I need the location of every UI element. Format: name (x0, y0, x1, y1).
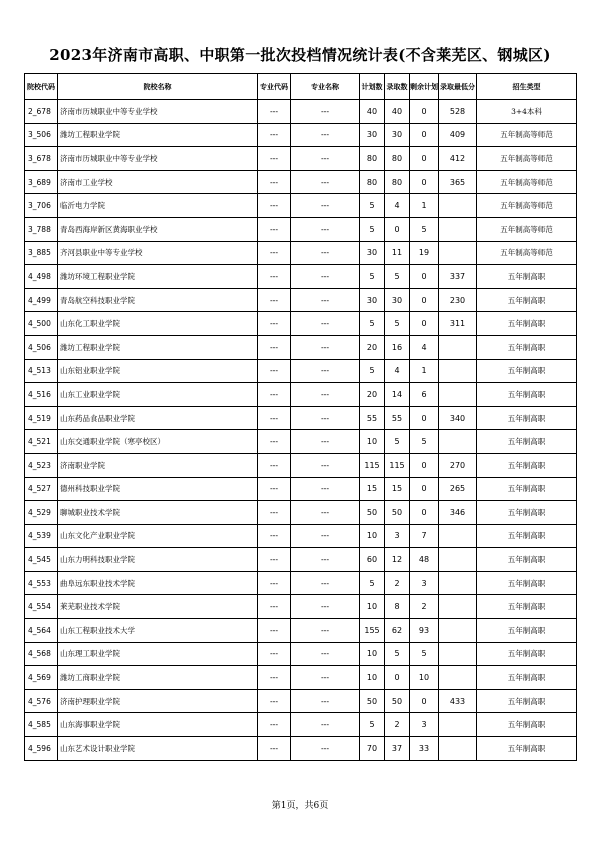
school-code-cell: 4_529 (25, 501, 58, 525)
type-cell: 五年制高职 (477, 430, 577, 454)
major-name-cell: --- (291, 288, 360, 312)
table-header (25, 74, 577, 100)
major-name-cell: --- (291, 453, 360, 477)
school-name-cell: 山东理工职业学院 (58, 642, 258, 666)
plan-cell: 40 (360, 100, 385, 124)
major-code-cell: --- (258, 737, 291, 761)
plan-cell: 80 (360, 170, 385, 194)
table-row (25, 477, 577, 501)
major-name-cell: --- (291, 548, 360, 572)
type-cell: 五年制高职 (477, 666, 577, 690)
school-code-cell: 4_516 (25, 383, 58, 407)
admitted-cell: 2 (385, 713, 410, 737)
major-name-cell: --- (291, 430, 360, 454)
remaining-cell: 93 (410, 619, 439, 643)
plan-cell: 5 (360, 194, 385, 218)
school-code-cell: 3_506 (25, 123, 58, 147)
table-row (25, 123, 577, 147)
admitted-cell: 12 (385, 548, 410, 572)
school-name-cell: 聊城职业技术学院 (58, 501, 258, 525)
min-score-cell: 337 (439, 265, 477, 289)
remaining-cell: 10 (410, 666, 439, 690)
school-name-cell: 济南市工业学校 (58, 170, 258, 194)
major-code-cell: --- (258, 501, 291, 525)
table-row (25, 265, 577, 289)
school-name-cell: 山东文化产业职业学院 (58, 524, 258, 548)
remaining-cell: 0 (410, 453, 439, 477)
school-code-cell: 4_596 (25, 737, 58, 761)
table-row (25, 194, 577, 218)
school-code-cell: 3_689 (25, 170, 58, 194)
header-major-name: 专业名称 (291, 74, 360, 100)
header-school-code: 院校代码 (25, 74, 58, 100)
major-name-cell: --- (291, 737, 360, 761)
major-name-cell: --- (291, 619, 360, 643)
plan-cell: 30 (360, 241, 385, 265)
school-code-cell: 4_539 (25, 524, 58, 548)
min-score-cell (439, 737, 477, 761)
major-name-cell: --- (291, 241, 360, 265)
plan-cell: 5 (360, 265, 385, 289)
school-name-cell: 济南护理职业学院 (58, 689, 258, 713)
plan-cell: 70 (360, 737, 385, 761)
admitted-cell: 50 (385, 689, 410, 713)
major-code-cell: --- (258, 100, 291, 124)
school-name-cell: 青岛航空科技职业学院 (58, 288, 258, 312)
major-name-cell: --- (291, 147, 360, 171)
header-admitted: 录取数 (385, 74, 410, 100)
major-code-cell: --- (258, 170, 291, 194)
school-name-cell: 潍坊工商职业学院 (58, 666, 258, 690)
major-name-cell: --- (291, 524, 360, 548)
admitted-cell: 5 (385, 642, 410, 666)
school-name-cell: 潍坊工程职业学院 (58, 335, 258, 359)
remaining-cell: 0 (410, 477, 439, 501)
school-name-cell: 山东交通职业学院（寒亭校区） (58, 430, 258, 454)
plan-cell: 15 (360, 477, 385, 501)
major-code-cell: --- (258, 123, 291, 147)
table-row (25, 335, 577, 359)
plan-cell: 50 (360, 501, 385, 525)
admitted-cell: 40 (385, 100, 410, 124)
type-cell: 五年制高职 (477, 737, 577, 761)
plan-cell: 20 (360, 335, 385, 359)
school-code-cell: 4_498 (25, 265, 58, 289)
remaining-cell: 5 (410, 642, 439, 666)
header-school-name: 院校名称 (58, 74, 258, 100)
plan-cell: 115 (360, 453, 385, 477)
min-score-cell (439, 241, 477, 265)
school-code-cell: 4_513 (25, 359, 58, 383)
admitted-cell: 5 (385, 265, 410, 289)
type-cell: 五年制高等师范 (477, 123, 577, 147)
type-cell: 五年制高等师范 (477, 194, 577, 218)
type-cell: 五年制高职 (477, 595, 577, 619)
plan-cell: 30 (360, 288, 385, 312)
admitted-cell: 80 (385, 147, 410, 171)
min-score-cell (439, 335, 477, 359)
major-code-cell: --- (258, 689, 291, 713)
major-code-cell: --- (258, 571, 291, 595)
major-name-cell: --- (291, 406, 360, 430)
major-code-cell: --- (258, 595, 291, 619)
major-name-cell: --- (291, 312, 360, 336)
type-cell: 五年制高等师范 (477, 147, 577, 171)
school-name-cell: 曲阜远东职业技术学院 (58, 571, 258, 595)
min-score-cell: 230 (439, 288, 477, 312)
plan-cell: 5 (360, 217, 385, 241)
table-row (25, 548, 577, 572)
type-cell: 五年制高职 (477, 383, 577, 407)
school-code-cell: 4_523 (25, 453, 58, 477)
major-code-cell: --- (258, 406, 291, 430)
table-row (25, 666, 577, 690)
table-row (25, 453, 577, 477)
major-name-cell: --- (291, 100, 360, 124)
plan-cell: 10 (360, 595, 385, 619)
school-code-cell: 4_569 (25, 666, 58, 690)
remaining-cell: 0 (410, 288, 439, 312)
major-code-cell: --- (258, 642, 291, 666)
type-cell: 五年制高职 (477, 689, 577, 713)
min-score-cell (439, 713, 477, 737)
plan-cell: 5 (360, 359, 385, 383)
type-cell: 五年制高职 (477, 642, 577, 666)
plan-cell: 10 (360, 666, 385, 690)
table-row (25, 383, 577, 407)
school-code-cell: 4_568 (25, 642, 58, 666)
min-score-cell (439, 595, 477, 619)
admitted-cell: 4 (385, 359, 410, 383)
major-code-cell: --- (258, 453, 291, 477)
major-name-cell: --- (291, 265, 360, 289)
min-score-cell: 412 (439, 147, 477, 171)
major-name-cell: --- (291, 383, 360, 407)
table-row (25, 713, 577, 737)
admitted-cell: 80 (385, 170, 410, 194)
major-code-cell: --- (258, 477, 291, 501)
table-row (25, 288, 577, 312)
type-cell: 五年制高职 (477, 288, 577, 312)
major-code-cell: --- (258, 312, 291, 336)
major-code-cell: --- (258, 241, 291, 265)
type-cell: 五年制高职 (477, 453, 577, 477)
major-code-cell: --- (258, 147, 291, 171)
remaining-cell: 0 (410, 265, 439, 289)
admitted-cell: 30 (385, 123, 410, 147)
page-footer: 第1页，共6页 (271, 801, 329, 811)
type-cell: 五年制高职 (477, 312, 577, 336)
school-code-cell: 4_499 (25, 288, 58, 312)
remaining-cell: 0 (410, 100, 439, 124)
admitted-cell: 115 (385, 453, 410, 477)
plan-cell: 10 (360, 524, 385, 548)
min-score-cell (439, 430, 477, 454)
major-name-cell: --- (291, 595, 360, 619)
admitted-cell: 0 (385, 217, 410, 241)
major-name-cell: --- (291, 571, 360, 595)
type-cell: 五年制高职 (477, 548, 577, 572)
major-name-cell: --- (291, 194, 360, 218)
remaining-cell: 0 (410, 689, 439, 713)
table-row (25, 241, 577, 265)
type-cell: 五年制高职 (477, 571, 577, 595)
type-cell: 3+4本科 (477, 100, 577, 124)
table-row (25, 430, 577, 454)
min-score-cell: 265 (439, 477, 477, 501)
min-score-cell (439, 571, 477, 595)
major-code-cell: --- (258, 548, 291, 572)
major-code-cell: --- (258, 335, 291, 359)
type-cell: 五年制高职 (477, 477, 577, 501)
admitted-cell: 62 (385, 619, 410, 643)
school-name-cell: 潍坊环境工程职业学院 (58, 265, 258, 289)
major-code-cell: --- (258, 713, 291, 737)
major-code-cell: --- (258, 288, 291, 312)
major-name-cell: --- (291, 123, 360, 147)
remaining-cell: 7 (410, 524, 439, 548)
table-row (25, 100, 577, 124)
type-cell: 五年制高职 (477, 359, 577, 383)
school-code-cell: 3_678 (25, 147, 58, 171)
admitted-cell: 0 (385, 666, 410, 690)
min-score-cell: 433 (439, 689, 477, 713)
table-row (25, 619, 577, 643)
type-cell: 五年制高等师范 (477, 170, 577, 194)
admitted-cell: 16 (385, 335, 410, 359)
header-plan: 计划数 (360, 74, 385, 100)
major-name-cell: --- (291, 170, 360, 194)
min-score-cell (439, 666, 477, 690)
admitted-cell: 3 (385, 524, 410, 548)
admitted-cell: 37 (385, 737, 410, 761)
major-name-cell: --- (291, 689, 360, 713)
remaining-cell: 0 (410, 147, 439, 171)
plan-cell: 20 (360, 383, 385, 407)
school-code-cell: 4_585 (25, 713, 58, 737)
school-name-cell: 山东力明科技职业学院 (58, 548, 258, 572)
major-name-cell: --- (291, 713, 360, 737)
school-name-cell: 齐河县职业中等专业学校 (58, 241, 258, 265)
major-code-cell: --- (258, 217, 291, 241)
admitted-cell: 11 (385, 241, 410, 265)
min-score-cell: 270 (439, 453, 477, 477)
plan-cell: 55 (360, 406, 385, 430)
table-row (25, 524, 577, 548)
plan-cell: 60 (360, 548, 385, 572)
major-code-cell: --- (258, 194, 291, 218)
major-name-cell: --- (291, 501, 360, 525)
plan-cell: 50 (360, 689, 385, 713)
school-code-cell: 4_553 (25, 571, 58, 595)
plan-cell: 10 (360, 430, 385, 454)
school-name-cell: 济南市历城职业中等专业学校 (58, 147, 258, 171)
school-code-cell: 2_678 (25, 100, 58, 124)
type-cell: 五年制高职 (477, 501, 577, 525)
header-min-score: 录取最低分 (439, 74, 477, 100)
school-name-cell: 济南职业学院 (58, 453, 258, 477)
major-code-cell: --- (258, 430, 291, 454)
major-name-cell: --- (291, 359, 360, 383)
table-row (25, 217, 577, 241)
min-score-cell (439, 359, 477, 383)
school-code-cell: 3_885 (25, 241, 58, 265)
remaining-cell: 1 (410, 194, 439, 218)
major-code-cell: --- (258, 265, 291, 289)
school-name-cell: 青岛西海岸新区黄海职业学校 (58, 217, 258, 241)
admitted-cell: 14 (385, 383, 410, 407)
major-name-cell: --- (291, 666, 360, 690)
remaining-cell: 0 (410, 406, 439, 430)
min-score-cell (439, 642, 477, 666)
plan-cell: 5 (360, 312, 385, 336)
major-code-cell: --- (258, 666, 291, 690)
admitted-cell: 5 (385, 430, 410, 454)
remaining-cell: 1 (410, 359, 439, 383)
admission-table (24, 73, 577, 761)
school-code-cell: 3_788 (25, 217, 58, 241)
remaining-cell: 4 (410, 335, 439, 359)
remaining-cell: 48 (410, 548, 439, 572)
school-code-cell: 4_576 (25, 689, 58, 713)
school-code-cell: 4_564 (25, 619, 58, 643)
school-name-cell: 山东海事职业学院 (58, 713, 258, 737)
table-row (25, 501, 577, 525)
type-cell: 五年制高职 (477, 619, 577, 643)
table-row (25, 595, 577, 619)
school-name-cell: 德州科技职业学院 (58, 477, 258, 501)
major-name-cell: --- (291, 335, 360, 359)
school-name-cell: 莱芜职业技术学院 (58, 595, 258, 619)
school-name-cell: 山东艺术设计职业学院 (58, 737, 258, 761)
major-code-cell: --- (258, 619, 291, 643)
remaining-cell: 6 (410, 383, 439, 407)
admitted-cell: 2 (385, 571, 410, 595)
admitted-cell: 55 (385, 406, 410, 430)
table-body (25, 100, 577, 761)
min-score-cell: 409 (439, 123, 477, 147)
type-cell: 五年制高职 (477, 335, 577, 359)
min-score-cell: 346 (439, 501, 477, 525)
school-code-cell: 4_519 (25, 406, 58, 430)
table-row (25, 406, 577, 430)
table-row (25, 737, 577, 761)
min-score-cell: 340 (439, 406, 477, 430)
type-cell: 五年制高职 (477, 713, 577, 737)
major-name-cell: --- (291, 642, 360, 666)
major-name-cell: --- (291, 217, 360, 241)
admitted-cell: 30 (385, 288, 410, 312)
remaining-cell: 33 (410, 737, 439, 761)
min-score-cell: 311 (439, 312, 477, 336)
admitted-cell: 8 (385, 595, 410, 619)
header-type: 招生类型 (477, 74, 577, 100)
school-code-cell: 4_545 (25, 548, 58, 572)
table-row (25, 359, 577, 383)
admitted-cell: 4 (385, 194, 410, 218)
remaining-cell: 0 (410, 123, 439, 147)
min-score-cell: 365 (439, 170, 477, 194)
school-name-cell: 潍坊工程职业学院 (58, 123, 258, 147)
remaining-cell: 3 (410, 571, 439, 595)
plan-cell: 5 (360, 571, 385, 595)
min-score-cell (439, 619, 477, 643)
type-cell: 五年制高职 (477, 524, 577, 548)
table-row (25, 312, 577, 336)
admitted-cell: 50 (385, 501, 410, 525)
school-name-cell: 山东化工职业学院 (58, 312, 258, 336)
admitted-cell: 5 (385, 312, 410, 336)
table-row (25, 689, 577, 713)
min-score-cell (439, 548, 477, 572)
remaining-cell: 0 (410, 170, 439, 194)
type-cell: 五年制高职 (477, 265, 577, 289)
school-code-cell: 4_527 (25, 477, 58, 501)
school-code-cell: 4_506 (25, 335, 58, 359)
min-score-cell (439, 524, 477, 548)
admitted-cell: 15 (385, 477, 410, 501)
school-code-cell: 4_521 (25, 430, 58, 454)
school-name-cell: 山东工程职业技术大学 (58, 619, 258, 643)
major-code-cell: --- (258, 359, 291, 383)
min-score-cell: 528 (439, 100, 477, 124)
school-name-cell: 山东铝业职业学院 (58, 359, 258, 383)
major-code-cell: --- (258, 383, 291, 407)
header-major-code: 专业代码 (258, 74, 291, 100)
school-name-cell: 山东工业职业学院 (58, 383, 258, 407)
plan-cell: 80 (360, 147, 385, 171)
page-title: 2023年济南市高职、中职第一批次投档情况统计表(不含莱芜区、钢城区) (49, 46, 551, 64)
table-row (25, 170, 577, 194)
remaining-cell: 19 (410, 241, 439, 265)
school-code-cell: 4_500 (25, 312, 58, 336)
plan-cell: 155 (360, 619, 385, 643)
table-row (25, 571, 577, 595)
school-code-cell: 3_706 (25, 194, 58, 218)
remaining-cell: 5 (410, 430, 439, 454)
type-cell: 五年制高职 (477, 406, 577, 430)
school-name-cell: 山东药品食品职业学院 (58, 406, 258, 430)
plan-cell: 30 (360, 123, 385, 147)
school-name-cell: 临沂电力学院 (58, 194, 258, 218)
remaining-cell: 0 (410, 501, 439, 525)
table-row (25, 147, 577, 171)
min-score-cell (439, 217, 477, 241)
min-score-cell (439, 383, 477, 407)
major-code-cell: --- (258, 524, 291, 548)
remaining-cell: 3 (410, 713, 439, 737)
remaining-cell: 0 (410, 312, 439, 336)
school-code-cell: 4_554 (25, 595, 58, 619)
remaining-cell: 2 (410, 595, 439, 619)
header-remaining: 剩余计划 (410, 74, 439, 100)
major-name-cell: --- (291, 477, 360, 501)
plan-cell: 10 (360, 642, 385, 666)
min-score-cell (439, 194, 477, 218)
remaining-cell: 5 (410, 217, 439, 241)
school-name-cell: 济南市历城职业中等专业学校 (58, 100, 258, 124)
type-cell: 五年制高等师范 (477, 241, 577, 265)
table-row (25, 642, 577, 666)
plan-cell: 5 (360, 713, 385, 737)
type-cell: 五年制高等师范 (477, 217, 577, 241)
